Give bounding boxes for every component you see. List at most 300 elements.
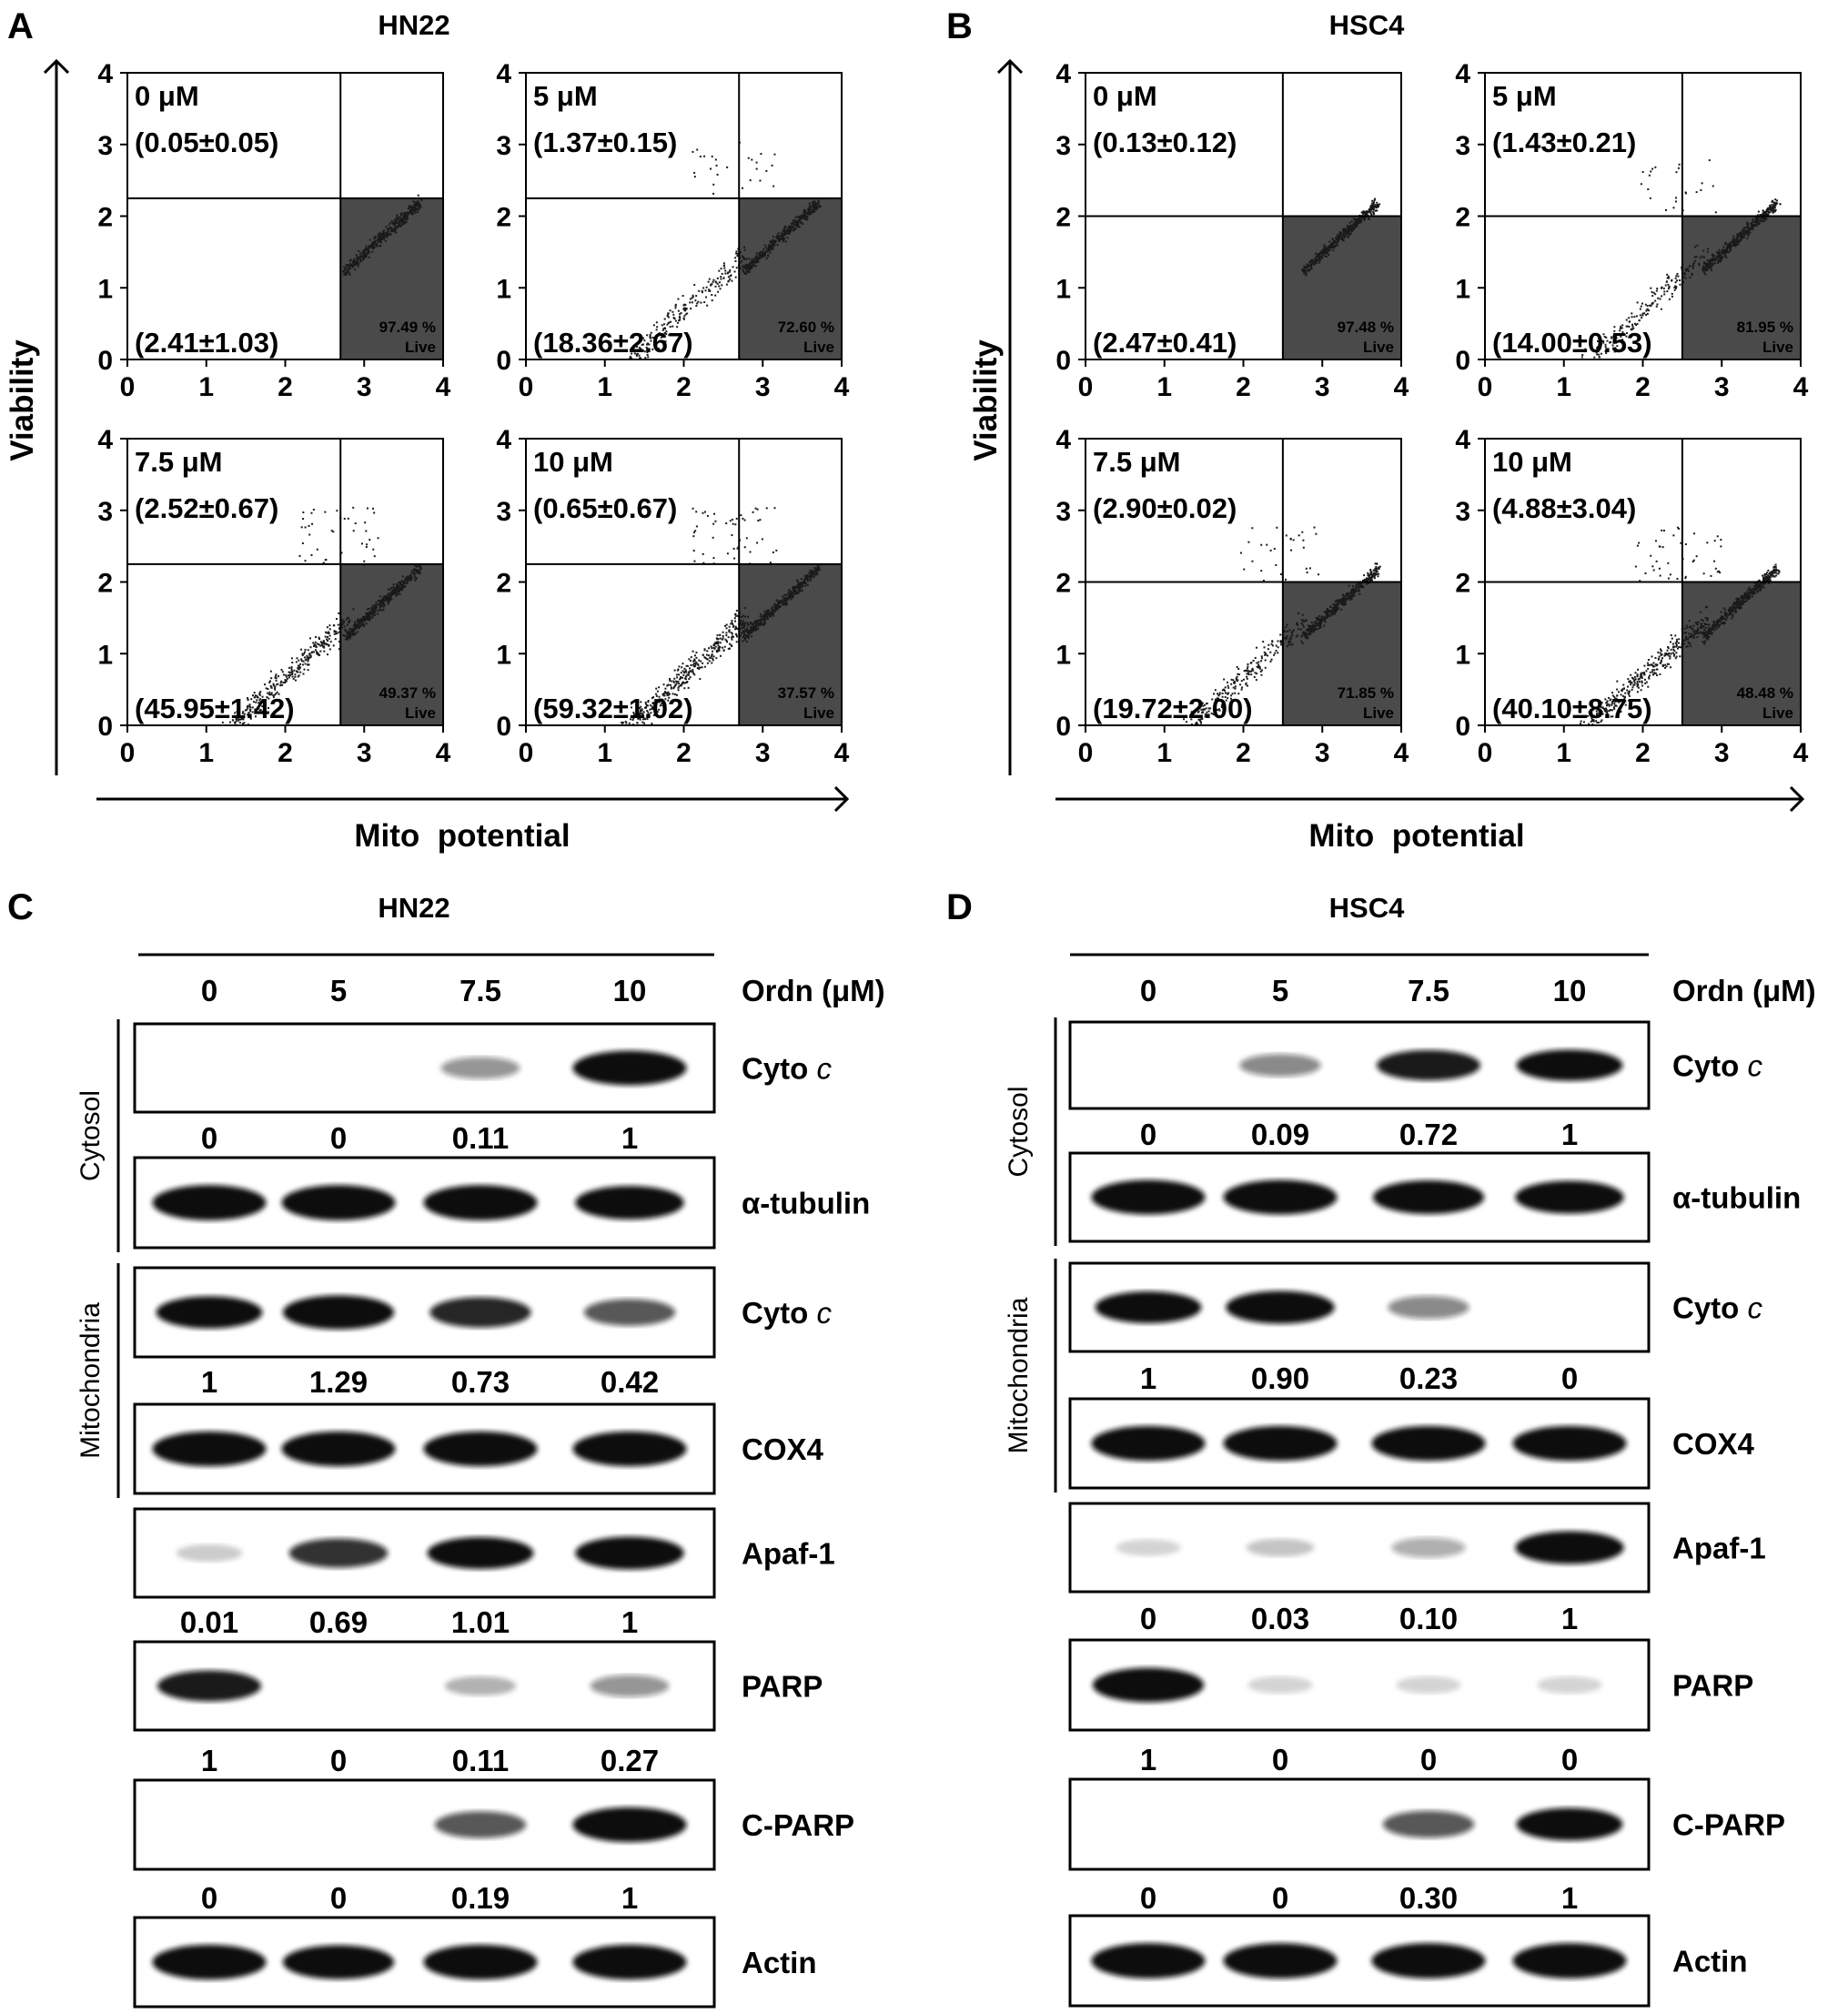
data-point bbox=[1324, 255, 1326, 257]
data-point bbox=[1248, 673, 1250, 675]
data-point bbox=[735, 615, 737, 617]
data-point bbox=[1663, 290, 1665, 292]
data-point bbox=[1306, 568, 1308, 570]
data-point bbox=[703, 648, 705, 650]
data-point bbox=[1304, 634, 1306, 636]
data-point bbox=[749, 551, 751, 552]
data-point bbox=[731, 639, 732, 641]
data-point bbox=[730, 622, 732, 624]
data-point bbox=[396, 218, 398, 220]
data-point bbox=[1747, 225, 1749, 227]
data-point bbox=[1659, 299, 1661, 300]
data-point bbox=[708, 647, 710, 649]
data-point bbox=[1252, 668, 1254, 670]
data-point bbox=[751, 635, 752, 637]
panel-a-y-label: Viability bbox=[5, 339, 40, 461]
data-point bbox=[707, 663, 709, 664]
data-point bbox=[718, 285, 720, 287]
scatter-subplot bbox=[97, 425, 450, 768]
data-point bbox=[356, 626, 358, 628]
data-point bbox=[1722, 247, 1724, 248]
data-point bbox=[1368, 578, 1369, 580]
data-point bbox=[1347, 225, 1348, 227]
data-point bbox=[1271, 659, 1273, 661]
data-point bbox=[773, 552, 774, 553]
data-point bbox=[787, 598, 789, 600]
data-point bbox=[356, 262, 358, 264]
data-point bbox=[718, 270, 720, 272]
data-point bbox=[1755, 222, 1757, 224]
data-point bbox=[752, 511, 754, 513]
data-point bbox=[773, 240, 775, 242]
data-point bbox=[786, 228, 788, 229]
data-point bbox=[753, 260, 755, 262]
lower-left-quadrant-value: (19.72±2.00) bbox=[1093, 693, 1253, 724]
data-point bbox=[683, 319, 685, 320]
data-point bbox=[1678, 167, 1680, 169]
data-point bbox=[1355, 589, 1357, 591]
data-point bbox=[1227, 685, 1229, 687]
y-tick-label: 1 bbox=[97, 274, 113, 305]
data-point bbox=[677, 299, 679, 300]
data-point bbox=[1727, 245, 1729, 247]
data-point bbox=[407, 577, 409, 579]
data-point bbox=[294, 673, 296, 675]
data-point bbox=[357, 260, 358, 262]
data-point bbox=[372, 549, 374, 551]
data-point bbox=[773, 236, 774, 238]
data-point bbox=[410, 209, 412, 211]
data-point bbox=[1748, 235, 1750, 237]
data-point bbox=[759, 624, 761, 626]
x-tick-label: 2 bbox=[278, 738, 293, 768]
data-point bbox=[1371, 200, 1373, 202]
data-point bbox=[1705, 264, 1707, 266]
data-point bbox=[1306, 620, 1308, 622]
data-point bbox=[406, 582, 408, 584]
data-point bbox=[769, 612, 771, 614]
data-point bbox=[1309, 567, 1311, 569]
data-point bbox=[1254, 672, 1256, 673]
data-point bbox=[357, 621, 358, 622]
data-point bbox=[358, 250, 359, 252]
data-point bbox=[274, 685, 276, 687]
data-point bbox=[1668, 286, 1670, 288]
data-point bbox=[1279, 633, 1281, 635]
data-point bbox=[313, 651, 315, 653]
data-point bbox=[694, 654, 696, 656]
data-point bbox=[1272, 644, 1274, 646]
data-point bbox=[703, 301, 705, 303]
data-point bbox=[280, 682, 282, 683]
data-point bbox=[313, 509, 315, 511]
data-point bbox=[359, 253, 361, 255]
data-point bbox=[389, 233, 391, 235]
data-point bbox=[1651, 295, 1653, 297]
data-point bbox=[784, 226, 786, 228]
x-tick-label: 3 bbox=[754, 738, 771, 768]
data-point bbox=[720, 655, 722, 657]
data-point bbox=[734, 270, 736, 272]
data-point bbox=[759, 254, 761, 256]
data-point bbox=[1352, 592, 1354, 594]
data-point bbox=[389, 595, 391, 597]
data-point bbox=[1772, 200, 1773, 202]
data-point bbox=[733, 558, 735, 560]
data-point bbox=[1360, 221, 1362, 223]
data-point bbox=[773, 613, 774, 615]
data-point bbox=[802, 582, 803, 584]
data-point bbox=[708, 290, 710, 292]
data-point bbox=[1307, 269, 1308, 271]
data-point bbox=[663, 323, 665, 325]
data-point bbox=[354, 268, 356, 270]
data-point bbox=[780, 235, 782, 237]
data-point bbox=[735, 277, 737, 278]
live-label: Live bbox=[803, 339, 834, 356]
data-point bbox=[1363, 219, 1365, 221]
data-point bbox=[684, 304, 686, 306]
data-point bbox=[1303, 272, 1305, 274]
data-point bbox=[726, 284, 728, 286]
data-point bbox=[1314, 260, 1316, 262]
data-point bbox=[368, 251, 369, 253]
data-point bbox=[1318, 259, 1320, 261]
data-point bbox=[1668, 276, 1670, 278]
data-point bbox=[761, 618, 762, 620]
data-point bbox=[1227, 687, 1229, 689]
data-point bbox=[415, 579, 417, 581]
data-point bbox=[1734, 612, 1736, 613]
data-point bbox=[1721, 622, 1722, 624]
data-point bbox=[1274, 548, 1276, 550]
data-point bbox=[783, 228, 785, 230]
data-point bbox=[302, 542, 304, 544]
data-point bbox=[806, 218, 808, 220]
data-point bbox=[1753, 221, 1755, 223]
data-point bbox=[363, 561, 365, 562]
data-point bbox=[387, 228, 389, 230]
data-point bbox=[342, 634, 344, 636]
data-point bbox=[291, 666, 293, 668]
data-point bbox=[274, 687, 276, 689]
data-point bbox=[712, 537, 714, 539]
data-point bbox=[777, 237, 779, 238]
data-point bbox=[352, 260, 354, 262]
data-point bbox=[369, 247, 371, 248]
lower-left-quadrant-value: (45.95±1.42) bbox=[135, 693, 295, 724]
data-point bbox=[736, 255, 738, 257]
data-point bbox=[358, 258, 359, 259]
data-point bbox=[1737, 235, 1739, 237]
data-point bbox=[1351, 230, 1353, 232]
data-point bbox=[772, 165, 773, 167]
data-point bbox=[1759, 220, 1761, 222]
data-point bbox=[759, 251, 761, 253]
data-point bbox=[810, 580, 812, 582]
data-point bbox=[740, 514, 742, 516]
data-point bbox=[403, 222, 405, 224]
data-point bbox=[328, 632, 329, 633]
data-point bbox=[731, 280, 732, 282]
panel-label-b: B bbox=[946, 6, 973, 46]
data-point bbox=[1696, 191, 1698, 193]
data-point bbox=[1311, 622, 1313, 623]
data-point bbox=[376, 246, 378, 248]
data-point bbox=[393, 583, 395, 585]
data-point bbox=[298, 660, 299, 662]
data-point bbox=[747, 271, 749, 273]
data-point bbox=[1335, 245, 1337, 247]
data-point bbox=[726, 640, 728, 642]
data-point bbox=[1717, 255, 1719, 257]
data-point bbox=[1356, 583, 1358, 585]
data-point bbox=[774, 604, 776, 606]
data-point bbox=[1675, 281, 1677, 283]
data-point bbox=[388, 589, 389, 591]
data-point bbox=[419, 565, 420, 567]
data-point bbox=[1301, 531, 1303, 533]
data-point bbox=[343, 620, 345, 622]
data-point bbox=[667, 315, 669, 317]
data-point bbox=[1358, 593, 1360, 595]
data-point bbox=[802, 223, 803, 225]
y-tick-label: 1 bbox=[1455, 274, 1470, 305]
data-point bbox=[1277, 646, 1279, 648]
data-point bbox=[1653, 292, 1655, 294]
data-point bbox=[1327, 609, 1328, 611]
data-point bbox=[804, 575, 806, 577]
data-point bbox=[348, 268, 350, 270]
data-point bbox=[756, 255, 758, 257]
data-point bbox=[783, 600, 785, 602]
data-point bbox=[294, 676, 296, 678]
data-point bbox=[288, 676, 290, 678]
data-point bbox=[1257, 666, 1258, 668]
data-point bbox=[791, 596, 793, 598]
data-point bbox=[327, 626, 328, 628]
data-point bbox=[372, 613, 374, 615]
data-point bbox=[1728, 251, 1730, 253]
data-point bbox=[1661, 309, 1662, 310]
data-point bbox=[1319, 252, 1321, 254]
data-point bbox=[347, 636, 348, 638]
data-point bbox=[377, 612, 379, 614]
data-point bbox=[1379, 566, 1381, 568]
lower-left-quadrant-value: (2.47±0.41) bbox=[1093, 327, 1237, 359]
data-point bbox=[378, 241, 379, 243]
data-point bbox=[715, 646, 717, 648]
upper-left-quadrant-value: (0.05±0.05) bbox=[135, 127, 279, 158]
data-point bbox=[1338, 240, 1339, 242]
data-point bbox=[1640, 314, 1641, 316]
data-point bbox=[734, 523, 736, 525]
data-point bbox=[1629, 321, 1631, 323]
data-point bbox=[380, 242, 382, 244]
data-point bbox=[1702, 182, 1703, 184]
y-tick-label: 0 bbox=[496, 712, 511, 742]
data-point bbox=[382, 606, 384, 608]
data-point bbox=[1318, 619, 1320, 621]
lower-left-quadrant-value: (14.00±0.53) bbox=[1492, 327, 1652, 359]
data-point bbox=[1651, 291, 1653, 293]
x-tick-label: 1 bbox=[1556, 372, 1572, 402]
data-point bbox=[1349, 222, 1351, 224]
data-point bbox=[747, 616, 749, 618]
data-point bbox=[685, 672, 687, 673]
data-point bbox=[1257, 662, 1259, 663]
y-tick-label: 3 bbox=[496, 496, 511, 527]
data-point bbox=[372, 610, 374, 612]
data-point bbox=[385, 240, 387, 242]
condition-label: 5 μM bbox=[1492, 80, 1557, 112]
data-point bbox=[1665, 284, 1667, 286]
x-tick-label: 1 bbox=[198, 738, 215, 768]
data-point bbox=[673, 686, 675, 688]
data-point bbox=[1363, 212, 1365, 214]
data-point bbox=[383, 597, 385, 599]
data-point bbox=[1743, 237, 1745, 238]
data-point bbox=[1305, 270, 1307, 272]
y-tick-label: 0 bbox=[496, 346, 511, 376]
data-point bbox=[806, 577, 808, 579]
data-point bbox=[711, 647, 712, 649]
data-point bbox=[684, 309, 686, 311]
x-tick-label: 1 bbox=[597, 738, 613, 768]
data-point bbox=[377, 610, 379, 612]
data-point bbox=[692, 651, 694, 653]
data-point bbox=[766, 615, 768, 617]
data-point bbox=[712, 651, 713, 653]
data-point bbox=[732, 625, 734, 627]
data-point bbox=[793, 586, 794, 588]
data-point bbox=[1296, 636, 1298, 638]
data-point bbox=[344, 626, 346, 628]
data-point bbox=[415, 212, 417, 214]
data-point bbox=[1369, 569, 1371, 571]
data-point bbox=[757, 620, 759, 622]
data-point bbox=[302, 511, 304, 513]
data-point bbox=[305, 663, 307, 664]
data-point bbox=[793, 229, 795, 231]
data-point bbox=[766, 610, 768, 612]
data-point bbox=[787, 237, 789, 238]
data-point bbox=[1337, 604, 1338, 606]
data-point bbox=[1261, 655, 1263, 657]
data-point bbox=[315, 649, 317, 651]
data-point bbox=[789, 593, 791, 595]
data-point bbox=[418, 195, 419, 197]
data-point bbox=[743, 258, 745, 260]
data-point bbox=[755, 265, 757, 267]
data-point bbox=[282, 682, 284, 683]
data-point bbox=[695, 305, 697, 307]
y-tick-label: 0 bbox=[97, 346, 113, 376]
data-point bbox=[1247, 678, 1248, 680]
data-point bbox=[410, 207, 412, 208]
data-point bbox=[333, 644, 335, 646]
data-point bbox=[722, 647, 723, 649]
data-point bbox=[722, 632, 724, 633]
data-point bbox=[793, 590, 794, 592]
data-point bbox=[1316, 261, 1318, 263]
data-point bbox=[300, 649, 302, 651]
data-point bbox=[1367, 572, 1368, 574]
data-point bbox=[1749, 587, 1751, 589]
data-point bbox=[393, 586, 395, 588]
data-point bbox=[376, 243, 378, 245]
data-point bbox=[338, 624, 339, 626]
data-point bbox=[664, 688, 666, 690]
data-point bbox=[696, 525, 698, 527]
data-point bbox=[704, 666, 706, 668]
data-point bbox=[1707, 262, 1709, 264]
data-point bbox=[734, 257, 736, 258]
data-point bbox=[346, 638, 348, 640]
x-tick-label: 1 bbox=[1156, 738, 1173, 768]
data-point bbox=[760, 153, 762, 155]
data-point bbox=[1743, 234, 1745, 236]
data-point bbox=[1342, 602, 1344, 604]
data-point bbox=[1709, 263, 1711, 265]
data-point bbox=[319, 645, 321, 647]
data-point bbox=[1702, 268, 1703, 270]
data-point bbox=[1297, 622, 1298, 624]
data-point bbox=[728, 276, 730, 278]
data-point bbox=[344, 272, 346, 274]
data-point bbox=[813, 207, 815, 209]
data-point bbox=[366, 612, 368, 614]
data-point bbox=[402, 224, 404, 226]
data-point bbox=[1775, 209, 1777, 211]
x-tick-label: 2 bbox=[1236, 738, 1251, 768]
data-point bbox=[742, 622, 743, 624]
data-point bbox=[1344, 234, 1346, 236]
data-point bbox=[1284, 631, 1286, 633]
lower-left-quadrant-value: (18.36±2.67) bbox=[533, 327, 693, 359]
data-point bbox=[358, 266, 359, 268]
data-point bbox=[1724, 254, 1726, 256]
data-point bbox=[1335, 609, 1337, 611]
data-point bbox=[1772, 209, 1774, 211]
data-point bbox=[757, 628, 759, 630]
data-point bbox=[741, 620, 742, 622]
data-point bbox=[369, 615, 370, 617]
data-point bbox=[675, 681, 677, 683]
data-point bbox=[688, 678, 690, 680]
data-point bbox=[1363, 574, 1365, 576]
data-point bbox=[763, 255, 765, 257]
data-point bbox=[1302, 643, 1304, 644]
data-point bbox=[1327, 249, 1328, 251]
data-point bbox=[746, 537, 748, 539]
data-point bbox=[405, 221, 407, 223]
data-point bbox=[1656, 288, 1658, 289]
data-point bbox=[362, 250, 364, 252]
data-point bbox=[773, 245, 775, 247]
data-point bbox=[716, 165, 718, 167]
data-point bbox=[323, 651, 325, 653]
data-point bbox=[308, 663, 310, 665]
data-point bbox=[1307, 630, 1308, 632]
data-point bbox=[783, 233, 784, 235]
data-point bbox=[695, 511, 697, 512]
data-point bbox=[795, 228, 797, 229]
data-point bbox=[1675, 171, 1677, 173]
data-point bbox=[773, 603, 775, 605]
data-point bbox=[1752, 595, 1753, 597]
data-point bbox=[1696, 245, 1698, 247]
